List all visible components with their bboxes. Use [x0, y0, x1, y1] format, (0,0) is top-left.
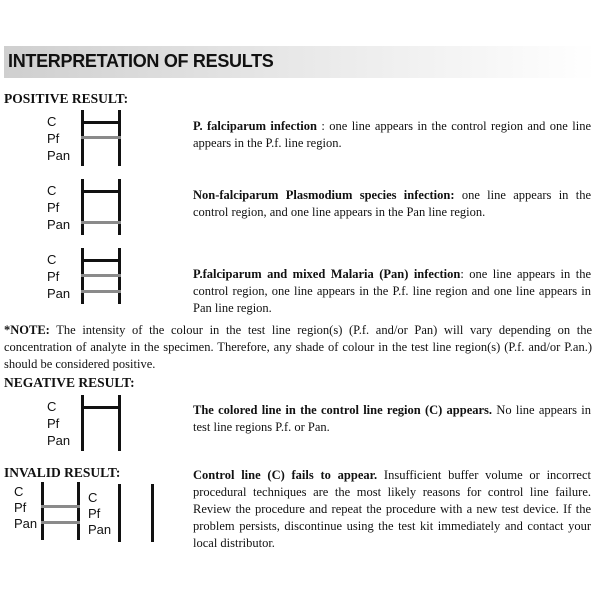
negative-description	[193, 402, 591, 436]
note-text: The intensity of the colour in the test line region(s) (P.f. and/or Pan) will vary depending on the concentration of analyte in the specimen. Therefore, any shade of colour in the test line region(s) (P.f. and/or P.an.) should be considered positive.	[4, 323, 592, 371]
note-paragraph	[4, 322, 592, 373]
label-pan: Pan	[47, 433, 71, 448]
negative-heading: NEGATIVE RESULT:	[4, 375, 135, 390]
negative-title: The colored line in the control line region (C) appears.	[193, 403, 493, 417]
label-pan: Pan	[88, 522, 112, 537]
pan-test-line	[41, 521, 80, 524]
negative-text: No line appears in test line regions P.f. or Pan.	[193, 403, 591, 434]
pan-positive-title: Non-falciparum Plasmodium species infection:	[193, 188, 455, 202]
strip-left-edge	[81, 179, 84, 235]
label-pan: Pan	[47, 286, 71, 301]
pf-test-line	[81, 136, 121, 139]
strip-left-edge	[81, 395, 84, 451]
label-pf: Pf	[47, 131, 60, 146]
label-c: C	[88, 490, 98, 505]
note-label: *NOTE:	[4, 323, 50, 337]
label-pf: Pf	[47, 416, 60, 431]
strip-right-edge	[118, 179, 121, 235]
page-title: INTERPRETATION OF RESULTS	[8, 51, 274, 71]
separator	[455, 188, 462, 202]
strip-right-edge	[77, 482, 80, 540]
label-pf: Pf	[47, 200, 60, 215]
pf-positive-text: one line appears in the control region and one line appears in the P.f. line region.	[193, 119, 592, 150]
invalid-text: Insufficient buffer volume or incorrect procedural techniques are the most likely reasons for control line failure. Review the procedure and repeat the procedure with a new test device. If the problem persists, discontinue using the test kit immediately and contact your local distributor.	[193, 468, 591, 550]
label-c: C	[47, 399, 57, 414]
pan-test-line	[81, 221, 121, 224]
separator: :	[460, 267, 470, 281]
pf-positive-description	[193, 118, 591, 152]
invalid-title: Control line (C) fails to appear.	[193, 468, 378, 482]
title-banner	[4, 46, 596, 78]
pf-test-line	[41, 505, 80, 508]
label-c: C	[47, 114, 57, 129]
control-line	[81, 121, 121, 124]
separator: :	[316, 119, 330, 133]
invalid-heading: INVALID RESULT:	[4, 465, 121, 480]
label-pan: Pan	[14, 516, 38, 531]
label-pan: Pan	[47, 217, 71, 232]
strip-left-edge	[118, 484, 121, 542]
strip-right-edge	[151, 484, 154, 542]
label-c: C	[47, 183, 57, 198]
pan-positive-text: one line appears in the control region, and one line appears in the Pan line region.	[193, 188, 591, 219]
label-c: C	[47, 252, 57, 267]
mixed-positive-description	[193, 266, 591, 317]
invalid-description	[193, 467, 591, 552]
positive-heading: POSITIVE RESULT:	[4, 91, 129, 106]
strip-left-edge	[41, 482, 44, 540]
strip-right-edge	[118, 395, 121, 451]
pf-test-line	[81, 274, 121, 277]
label-pf: Pf	[47, 269, 60, 284]
mixed-positive-title: P.falciparum and mixed Malaria (Pan) infection	[193, 267, 461, 281]
control-line	[81, 190, 121, 193]
pan-test-line	[81, 290, 121, 293]
control-line	[81, 259, 121, 262]
mixed-positive-text: one line appears in the control region, one line appears in the P.f. line region and one line appears in Pan line region.	[193, 267, 591, 315]
control-line	[81, 406, 121, 409]
label-c: C	[14, 484, 24, 499]
pan-positive-description	[193, 187, 591, 221]
label-pan: Pan	[47, 148, 71, 163]
label-pf: Pf	[14, 500, 27, 515]
label-pf: Pf	[88, 506, 101, 521]
pf-positive-title: P. falciparum infection	[193, 119, 317, 133]
